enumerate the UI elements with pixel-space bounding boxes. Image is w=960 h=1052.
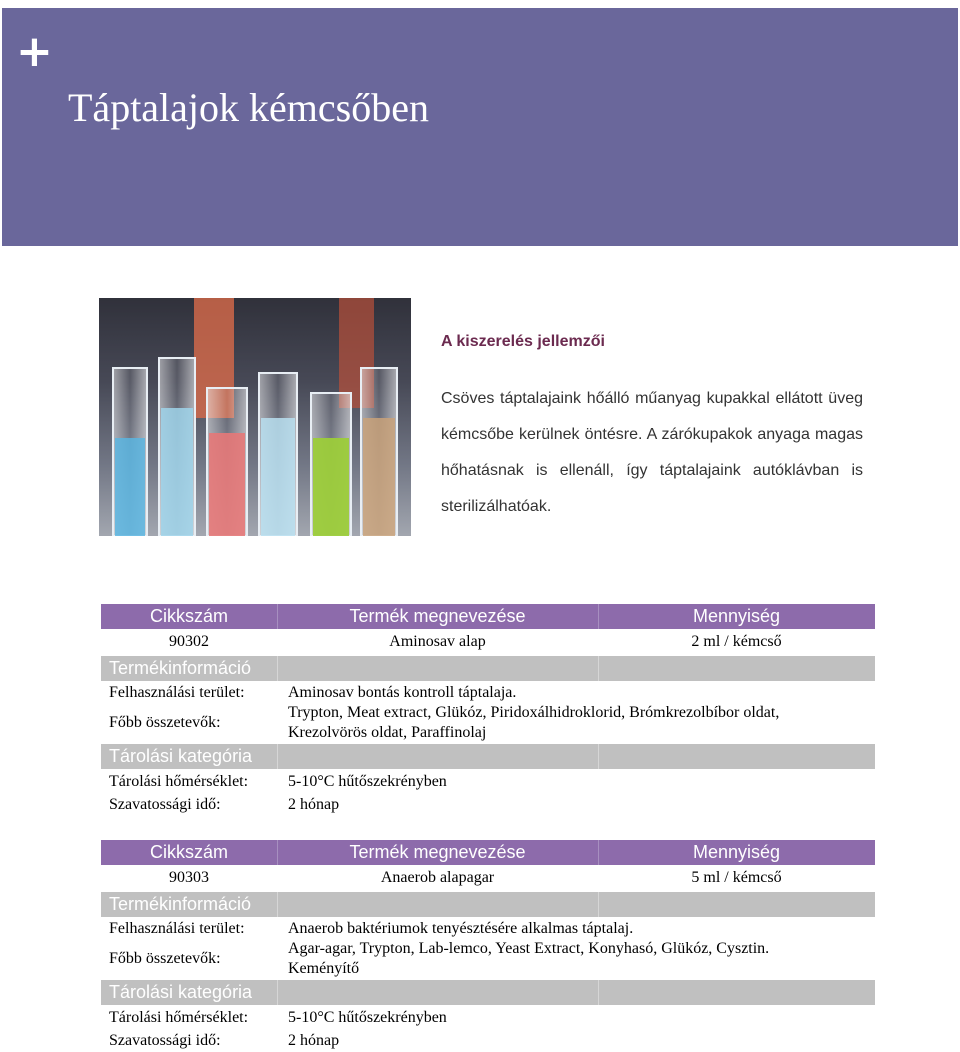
- use-area-label: Felhasználási terület:: [109, 684, 245, 701]
- shelf-life-label: Szavatossági idő:: [109, 796, 221, 813]
- col-qty-header: Mennyiség: [692, 606, 781, 626]
- plus-icon: +: [16, 26, 53, 77]
- product-info-label: Termékinformáció: [109, 658, 252, 678]
- product-info-bar: [101, 656, 875, 681]
- col-name-header: Termék megnevezése: [349, 606, 526, 626]
- ingredients-value-line2: Keményítő: [288, 960, 360, 977]
- product-name: Aminosav alap: [389, 633, 486, 650]
- ingredients-value-line1: Trypton, Meat extract, Glükóz, Piridoxálhidroklorid, Brómkrezolbíbor oldat,: [288, 704, 780, 721]
- column-divider: [598, 980, 599, 1005]
- use-area-value: Anaerob baktériumok tenyésztésére alkalmas táptalaj.: [288, 920, 634, 937]
- storage-temp-label: Tárolási hőmérséklet:: [109, 1009, 249, 1026]
- col-name-header: Termék megnevezése: [349, 842, 526, 862]
- shelf-life-value: 2 hónap: [288, 1032, 340, 1049]
- page-title: Táptalajok kémcsőben: [68, 85, 429, 130]
- shelf-life-value: 2 hónap: [288, 796, 340, 813]
- ingredients-label: Főbb összetevők:: [109, 950, 221, 967]
- column-divider: [598, 892, 599, 917]
- product-info-bar: [101, 892, 875, 917]
- column-divider: [277, 656, 278, 681]
- test-tubes-illustration: [99, 298, 411, 536]
- column-divider: [598, 656, 599, 681]
- product-quantity: 5 ml / kémcső: [691, 869, 782, 886]
- product-quantity: 2 ml / kémcső: [691, 633, 782, 650]
- ingredients-value-line1: Agar-agar, Trypton, Lab-lemco, Yeast Extract, Konyhasó, Glükóz, Cysztin.: [288, 940, 770, 957]
- storage-temp-label: Tárolási hőmérséklet:: [109, 773, 249, 790]
- storage-category-label: Tárolási kategória: [109, 746, 253, 766]
- storage-temp-value: 5-10°C hűtőszekrényben: [288, 1009, 447, 1026]
- storage-category-label: Tárolási kategória: [109, 982, 253, 1002]
- packaging-text: Csöves táptalajaink hőálló műanyag kupakkal ellátott üveg kémcsőbe kerülnek öntésre. A zárókupakok anyaga magas hőhatásnak is ellenáll, így táptalajaink autóklávban is sterilizálhatóak.: [441, 390, 863, 515]
- use-area-value: Aminosav bontás kontroll táptalaja.: [288, 684, 517, 701]
- product-code: 90303: [169, 869, 209, 886]
- test-tubes-image: [99, 298, 411, 536]
- product-name: Anaerob alapagar: [380, 869, 495, 886]
- column-divider: [277, 980, 278, 1005]
- table-header-row: [101, 604, 875, 629]
- header-banner: [2, 8, 958, 246]
- use-area-label: Felhasználási terület:: [109, 920, 245, 937]
- col-code-header: Cikkszám: [149, 842, 228, 862]
- product-row: [101, 629, 875, 656]
- storage-category-bar: [101, 980, 875, 1005]
- column-divider: [277, 892, 278, 917]
- ingredients-value-line2: Krezolvörös oldat, Paraffinolaj: [288, 724, 487, 741]
- shelf-life-label: Szavatossági idő:: [109, 1032, 221, 1049]
- col-code-header: Cikkszám: [149, 606, 228, 626]
- product-code: 90302: [169, 633, 209, 650]
- product-info-label: Termékinformáció: [109, 894, 252, 914]
- col-qty-header: Mennyiség: [692, 842, 781, 862]
- table-header-row: [101, 840, 875, 865]
- ingredients-label: Főbb összetevők:: [109, 714, 221, 731]
- packaging-heading: A kiszerelés jellemzői: [441, 333, 605, 350]
- column-divider: [277, 744, 278, 769]
- column-divider: [598, 744, 599, 769]
- product-row: [101, 865, 875, 892]
- storage-category-bar: [101, 744, 875, 769]
- storage-temp-value: 5-10°C hűtőszekrényben: [288, 773, 447, 790]
